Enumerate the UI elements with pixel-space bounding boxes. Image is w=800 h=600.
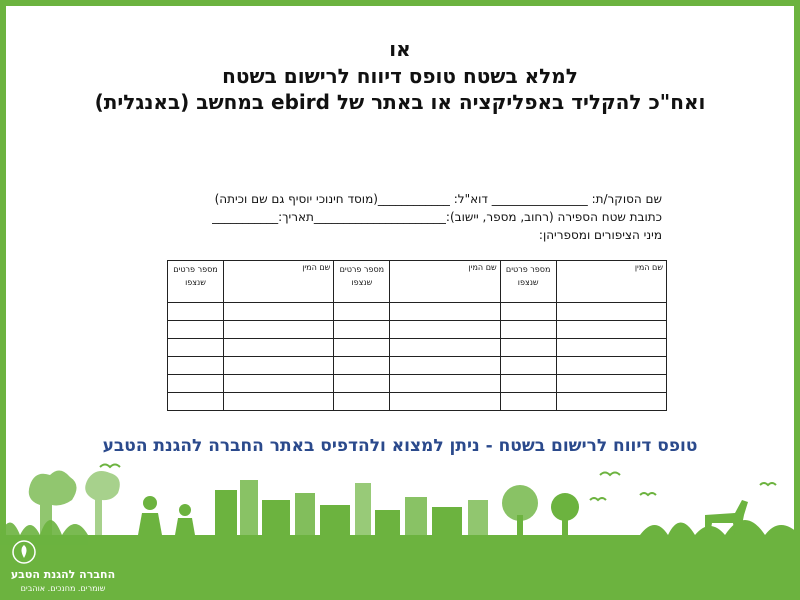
count-cell (500, 393, 556, 411)
species-table (167, 260, 667, 411)
species-cell (224, 303, 334, 321)
count-column-header: מספר פרטים שנצפו (334, 261, 390, 303)
species-cell (390, 321, 500, 339)
species-cell (556, 321, 666, 339)
heading-fill-form: למלא בשטח טופס דיווח לרישום בשטח (222, 64, 578, 88)
table-row (168, 303, 667, 321)
logo-name: החברה להגנת הטבע (10, 568, 116, 581)
species-cell (390, 339, 500, 357)
species-column-header: שם המין (390, 261, 500, 303)
count-cell (168, 357, 224, 375)
species-cell (556, 339, 666, 357)
count-cell (168, 303, 224, 321)
species-cell (224, 393, 334, 411)
count-column-header: מספר פרטים שנצפו (168, 261, 224, 303)
species-cell (390, 303, 500, 321)
form-caption: טופס דיווח לרישום בשטח - ניתן למצוא ולהדפיס באתר החברה להגנת הטבע (102, 436, 698, 456)
table-row (168, 375, 667, 393)
species-column-header: שם המין (224, 261, 334, 303)
species-cell (390, 375, 500, 393)
count-cell (334, 303, 390, 321)
species-cell (556, 375, 666, 393)
heading-or: או (389, 37, 411, 61)
address-line: כתובת שטח הספירה (רחוב, מספר, יישוב):______________________תאריך:___________ (212, 210, 662, 224)
leaf-logo-icon (12, 540, 36, 564)
table-row (168, 357, 667, 375)
species-line: מיני הציפורים ומספריהן: (538, 228, 662, 242)
count-column-header: מספר פרטים שנצפו (500, 261, 556, 303)
species-cell (390, 357, 500, 375)
observer-line: שם הסוקר/ת: ________________ דוא"ל: ____________(מוסד חינוכי יוסיף גם שם וכיתה) (214, 192, 662, 206)
heading-ebird: ואח"כ להקליד באפליקציה או באתר של ebird במחשב (באנגלית) (94, 90, 706, 114)
species-cell (224, 357, 334, 375)
logo-tagline: שומרים. מחנכים. אוהבים (20, 584, 106, 593)
count-cell (500, 339, 556, 357)
species-cell (224, 375, 334, 393)
species-cell (556, 303, 666, 321)
count-cell (500, 321, 556, 339)
count-cell (334, 339, 390, 357)
species-cell (390, 393, 500, 411)
count-cell (334, 321, 390, 339)
table-header-row (168, 261, 667, 303)
table-body (168, 303, 667, 411)
table-row (168, 321, 667, 339)
species-cell (224, 339, 334, 357)
count-cell (500, 375, 556, 393)
count-cell (500, 357, 556, 375)
nature-silhouette (0, 455, 800, 600)
species-cell (224, 321, 334, 339)
count-cell (334, 357, 390, 375)
count-cell (500, 303, 556, 321)
table-row (168, 393, 667, 411)
form-fields (122, 190, 662, 244)
count-cell (168, 339, 224, 357)
count-cell (168, 321, 224, 339)
count-cell (334, 393, 390, 411)
spni-logo (8, 540, 118, 596)
count-cell (334, 375, 390, 393)
count-cell (168, 393, 224, 411)
species-cell (556, 357, 666, 375)
species-column-header: שם המין (556, 261, 666, 303)
table-row (168, 339, 667, 357)
species-cell (556, 393, 666, 411)
count-cell (168, 375, 224, 393)
